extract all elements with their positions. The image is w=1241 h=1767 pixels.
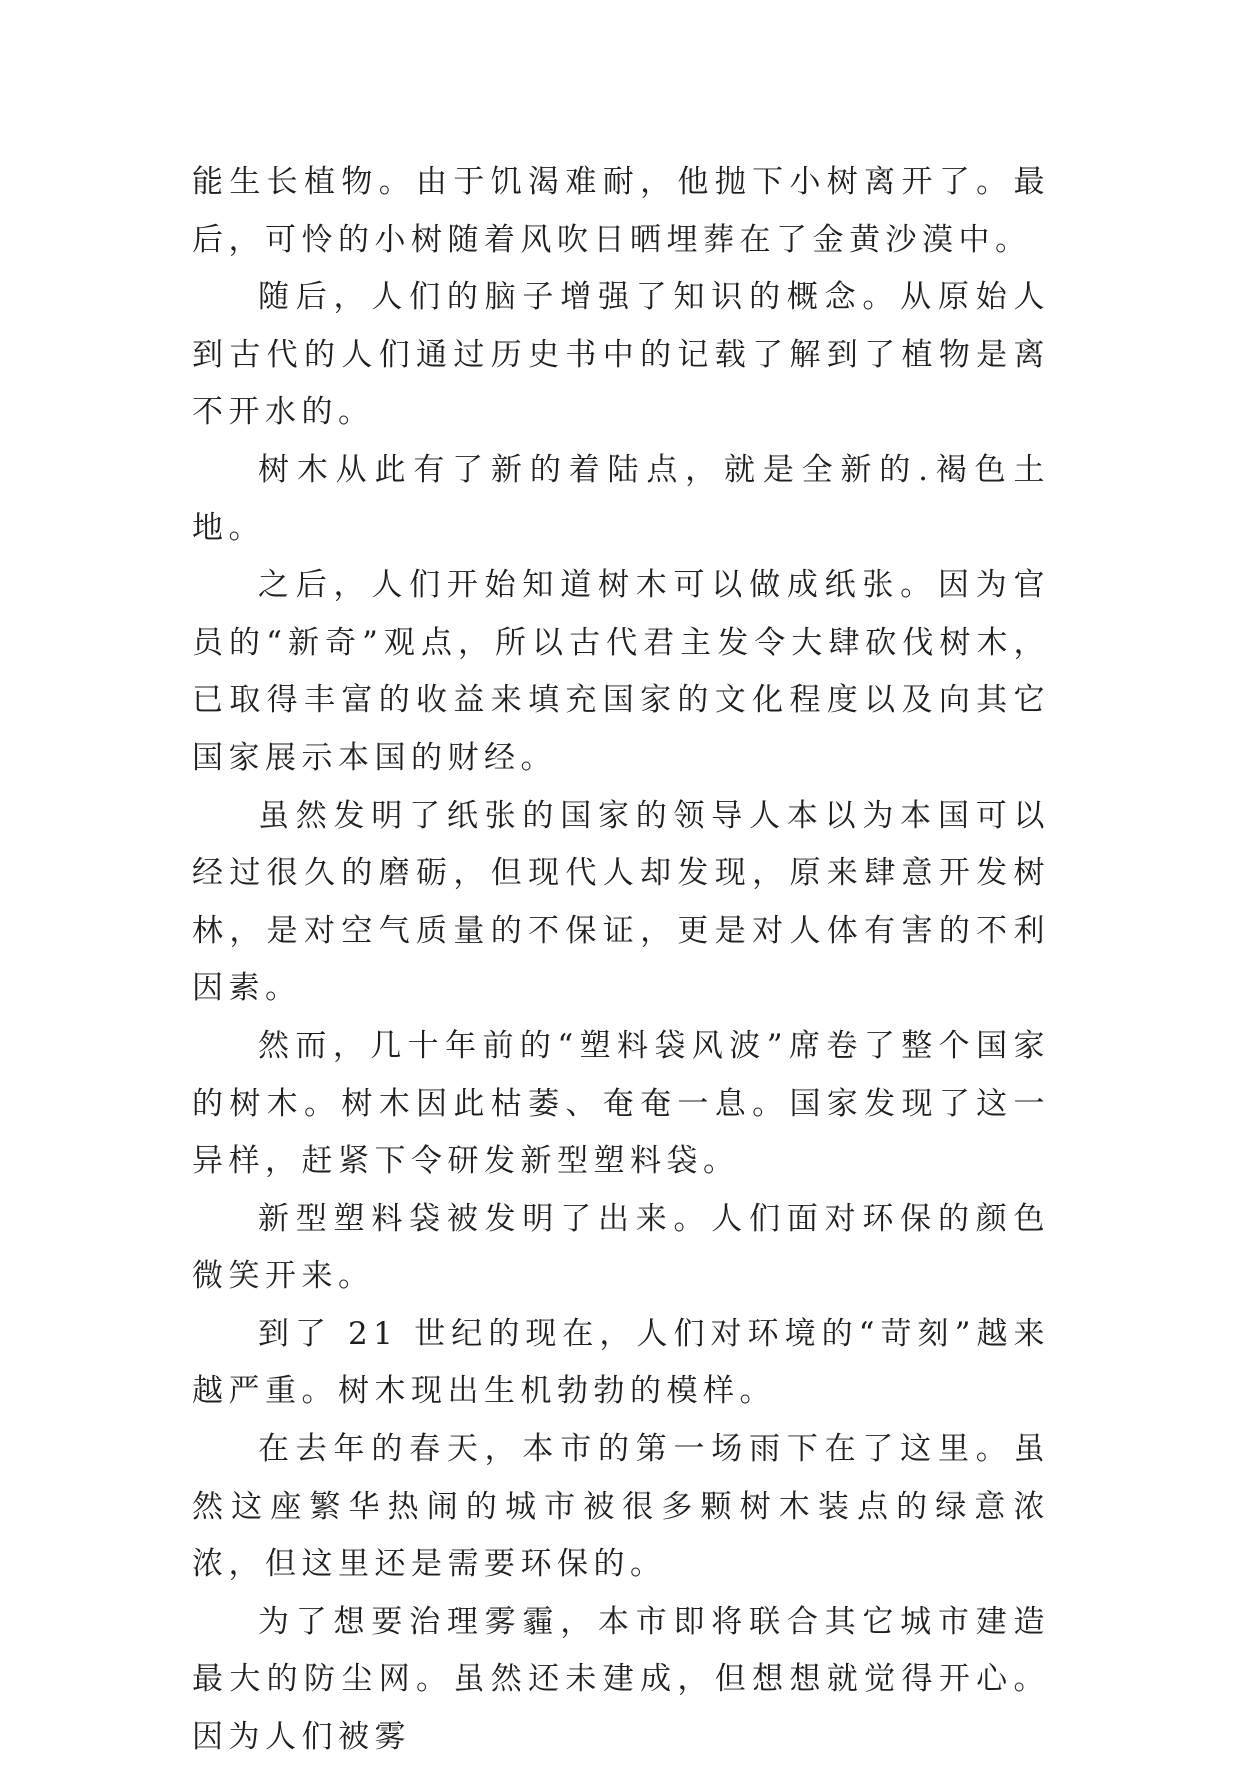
paragraph: 随后，人们的脑子增强了知识的概念。从原始人到古代的人们通过历史书中的记载了解到了植物是离不开水的。 [192,279,1050,431]
paragraph: 到了 21 世纪的现在，人们对环境的“苛刻”越来越严重。树木现出生机勃勃的模样。 [192,1315,1050,1410]
paragraph: 然而，几十年前的“塑料袋风波”席卷了整个国家的树木。树木因此枯萎、奄奄一息。国家发现了这一异样，赶紧下令研发新型塑料袋。 [192,1027,1050,1180]
paragraph: 在去年的春天，本市的第一场雨下在了这里。虽然这座繁华热闹的城市被很多颗树木装点的绿意浓浓，但这里还是需要环保的。 [192,1431,1050,1583]
paragraph: 为了想要治理雾霾，本市即将联合其它城市建造最大的防尘网。虽然还未建成，但想想就觉得开心。因为人们被雾 [192,1603,1050,1756]
document-body [192,154,1050,1767]
paragraph: 虽然发明了纸张的国家的领导人本以为本国可以经过很久的磨砺，但现代人却发现，原来肆意开发树林，是对空气质量的不保证，更是对人体有害的不利因素。 [192,797,1050,1007]
paragraph: 新型塑料袋被发明了出来。人们面对环保的颜色微笑开来。 [192,1200,1050,1295]
paragraph: 树木从此有了新的着陆点，就是全新的.褐色土地。 [192,451,1050,546]
paragraph: 能生长植物。由于饥渴难耐，他抛下小树离开了。最后，可怜的小树随着风吹日晒埋葬在了金黄沙漠中。 [192,164,1050,258]
paragraph: 之后，人们开始知道树木可以做成纸张。因为官员的“新奇”观点，所以古代君主发令大肆砍伐树木，已取得丰富的收益来填充国家的文化程度以及向其它国家展示本国的财经。 [192,567,1050,776]
